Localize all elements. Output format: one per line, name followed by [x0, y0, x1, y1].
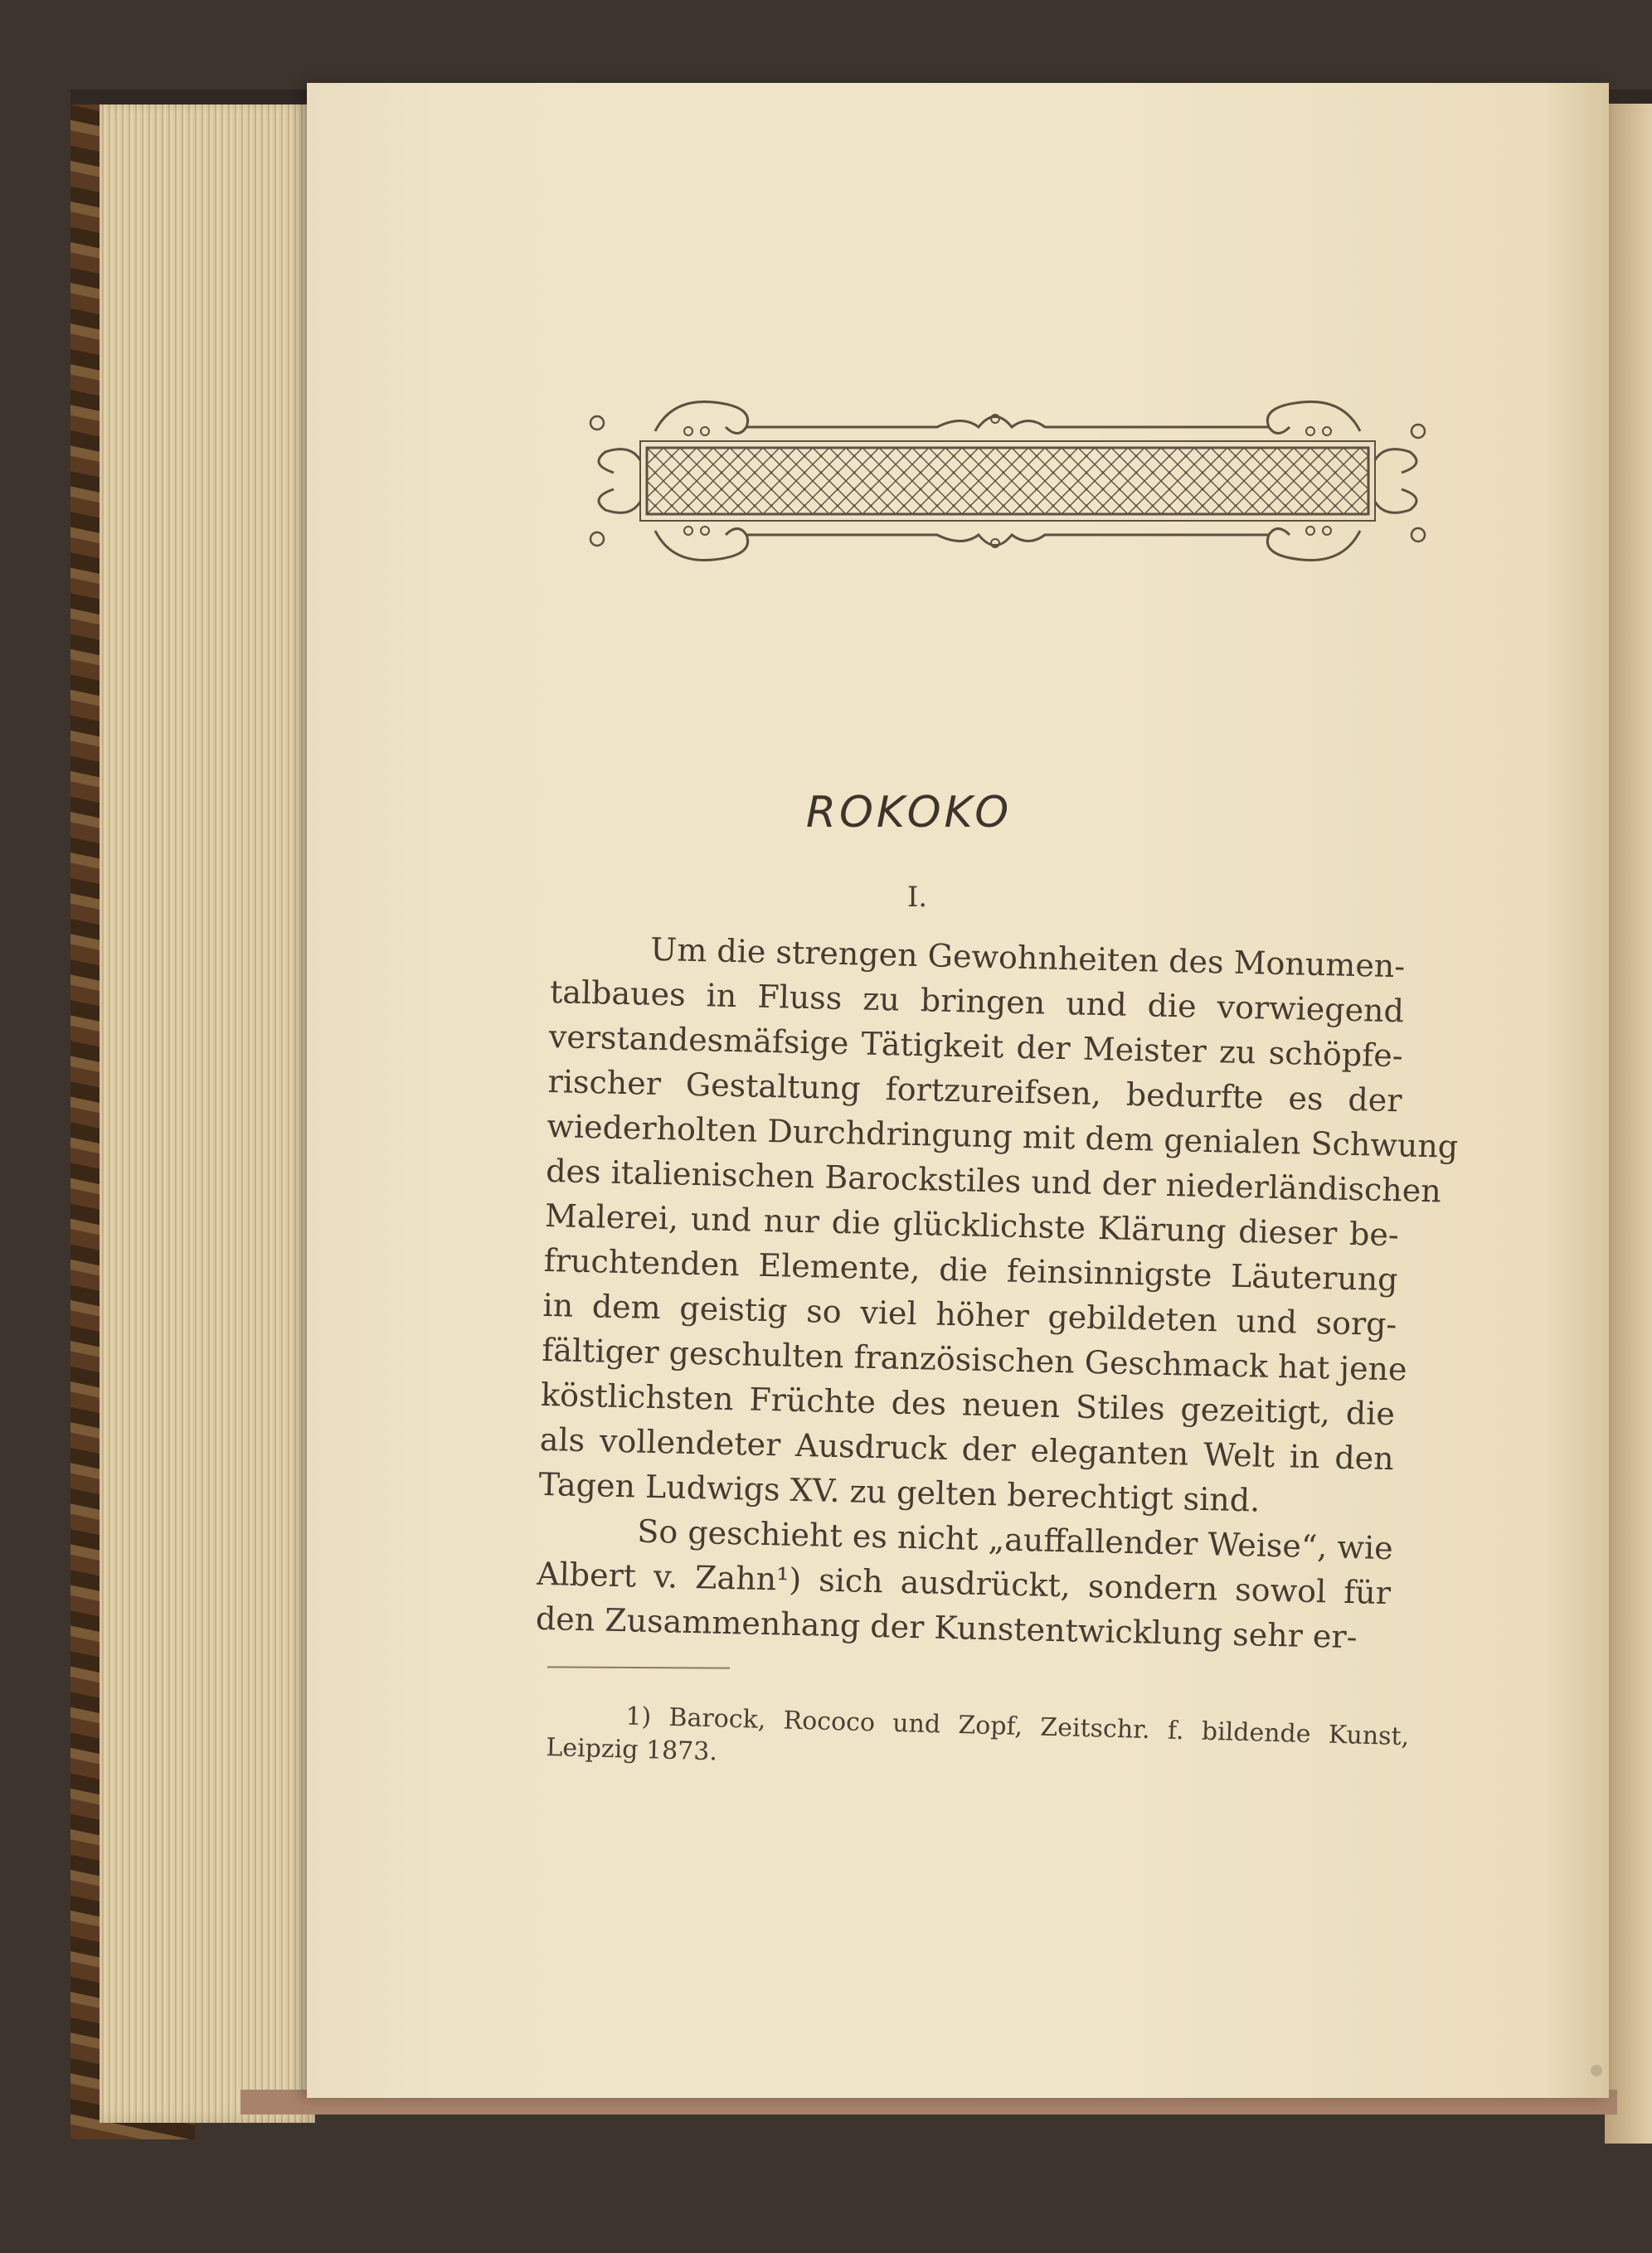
body-line: in dem geistig so viel höher gebildeten und sorg-: [542, 1286, 1397, 1343]
body-line: Um die strengen Gewohnheiten des Monumen-: [649, 930, 1406, 985]
body-line: talbaues in Fluss zu bringen und die vorwiegend: [549, 973, 1405, 1030]
body-line: wiederholten Durchdringung mit dem genialen Schwung: [546, 1107, 1459, 1165]
body-line: Albert v. Zahn¹) sich ausdrückt, sondern sowol für: [536, 1555, 1392, 1612]
body-line: verstandesmäfsige Tätigkeit der Meister zu schöpfe-: [548, 1017, 1404, 1075]
body-line: den Zusammenhang der Kunstentwicklung sehr er-: [535, 1600, 1358, 1656]
page-mark: [1591, 2065, 1602, 2076]
body-line: des italienischen Barockstiles und der niederländischen: [545, 1152, 1442, 1210]
body-line: rischer Gestaltung fortzureifsen, bedurfte es der: [547, 1062, 1402, 1119]
footnote-line: Leipzig 1873.: [545, 1732, 718, 1767]
body-line: als vollendeter Ausdruck der eleganten Welt in den: [539, 1420, 1395, 1478]
section-number: I.: [906, 881, 928, 914]
body-line: fruchtenden Elemente, die feinsinnigste Läuterung: [543, 1241, 1399, 1299]
body-text: [535, 925, 1459, 1660]
page-edges: [100, 100, 315, 2123]
body-line: fältiger geschulten französischen Geschmack hat jene: [541, 1331, 1408, 1388]
body-line: Malerei, und nur die glücklichste Klärung dieser be-: [544, 1197, 1400, 1254]
body-line: Tagen Ludwigs XV. zu gelten berechtigt sind.: [538, 1465, 1261, 1519]
decorative-headpiece-ornament: [581, 381, 1435, 580]
chapter-heading: ROKOKO: [805, 788, 1013, 838]
body-line: köstlichsten Früchte des neuen Stiles gezeitigt, die: [540, 1376, 1396, 1433]
body-line: So geschieht es nicht „auffallender Weise“, wie: [636, 1513, 1394, 1567]
facing-page-edge: [1605, 104, 1652, 2144]
footnote-line: 1) Barock, Rococo und Zopf, Zeitschr. f. bildende Kunst,: [624, 1702, 1410, 1752]
